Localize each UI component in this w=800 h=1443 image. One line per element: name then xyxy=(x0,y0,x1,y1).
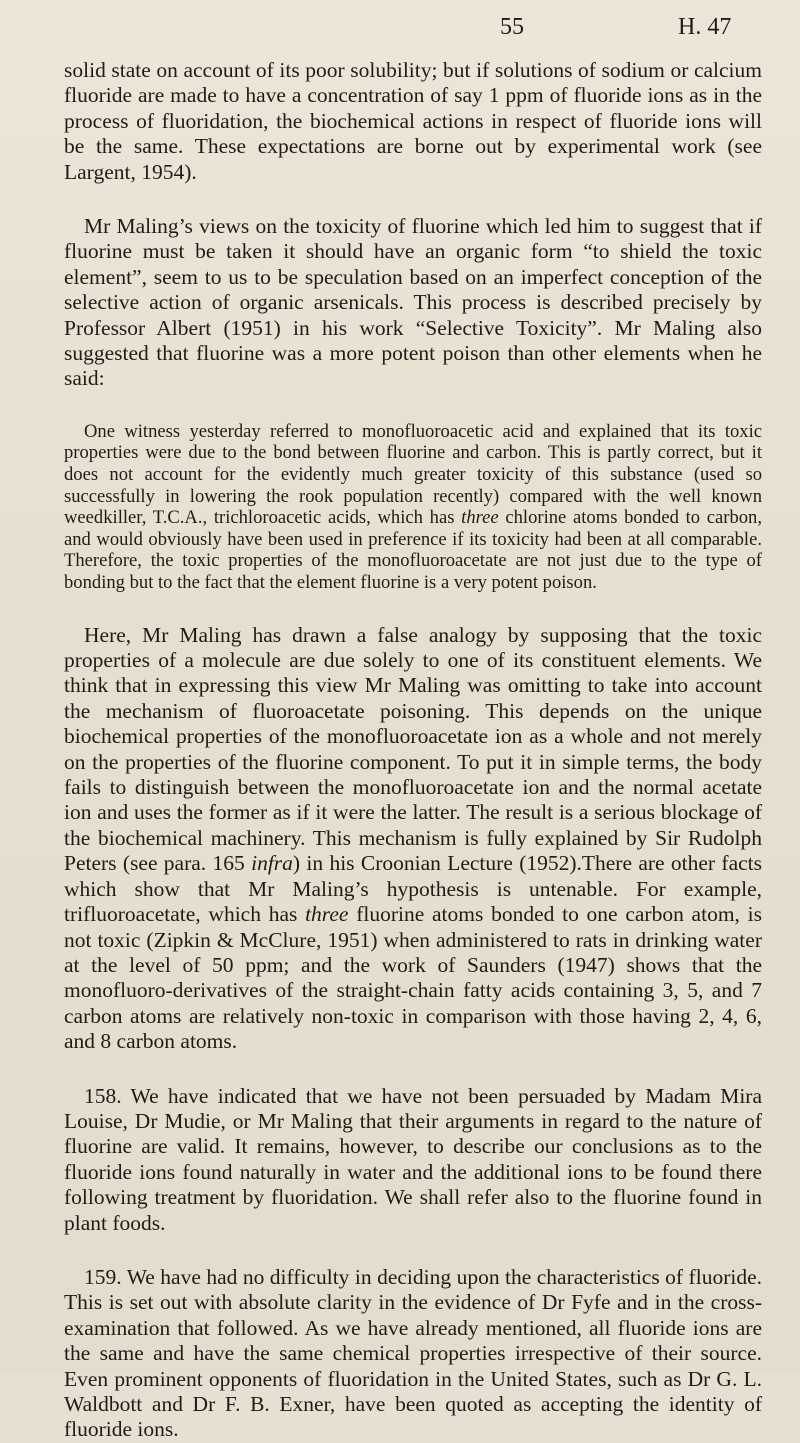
p4-emphasis-infra: infra xyxy=(251,851,293,876)
body-text xyxy=(64,58,762,1443)
p4-emphasis-three: three xyxy=(305,902,349,927)
block-quote xyxy=(64,421,762,594)
quote-text-b: chlorine atoms bonded to carbon, and would obviously have been used in preference if its toxicity had been at all comparable. Therefore, the toxic properties of the monofluoroacetate are not just due to the type of bonding but to the fact that the element fluorine is a very potent poison. xyxy=(64,507,762,594)
page-number: 55 xyxy=(500,14,524,40)
paragraph-solubility: solid state on account of its poor solubility; but if solutions of sodium or calcium fluoride are made to have a concentration of say 1 ppm of fluoride ions as in the process of fluoridation, the biochemical actions in respect of fluoride ions will be the same. These expectations are borne out by experimental work (see Largent, 1954). xyxy=(64,58,762,184)
paragraph-false-analogy xyxy=(64,623,762,1055)
quote-text-a: One witness yesterday referred to monofluoroacetic acid and explained that its toxic properties were due to the bond between fluorine and carbon. This is partly correct, but it does not account for the evidently much greater toxicity of this substance (used so successfully in lowering the rook population recently) compared with the well known weedkiller, T.C.A., trichloroacetic acids, which has xyxy=(64,420,762,529)
paragraph-158: 158. We have indicated that we have not been persuaded by Madam Mira Louise, Dr Mudie, or Mr Maling that their arguments in regard to the nature of fluorine are valid. It remains, however, to describe our conclusions as to the fluoride ions found naturally in water and the additional ions to be found there following treatment by fluoridation. We shall refer also to the fluorine found in plant foods. xyxy=(64,1083,762,1235)
p4-text-c: fluorine atoms bonded to one carbon atom, is not toxic (Zipkin & McClure, 1951) when administered to rats in drinking water at the level of 50 ppm; and the work of Saunders (1947) shows that the monofluoro-derivatives of the straight-chain fatty acids containing 3, 5, and 7 carbon atoms are relatively non-toxic in comparison with those having 2, 4, 6, and 8 carbon atoms. xyxy=(64,902,762,1054)
paragraph-maling-views: Mr Maling’s views on the toxicity of fluorine which led him to suggest that if fluorine must be taken it should have an organic form “to shield the toxic element”, seem to us to be speculation based on an imperfect conception of the selective action of organic arsenicals. This process is described precisely by Professor Albert (1951) in his work “Selective Toxicity”. Mr Maling also suggested that fluorine was a more potent poison than other elements when he said: xyxy=(64,214,762,391)
quote-emphasis: three xyxy=(461,507,499,529)
paragraph-159: 159. We have had no difficulty in deciding upon the characteristics of fluoride. This is set out with absolute clarity in the evidence of Dr Fyfe and in the cross-examination that followed. As we have already mentioned, all fluoride ions are the same and have the same chemical properties irrespective of their source. Even prominent opponents of fluoridation in the United States, such as Dr G. L. Waldbott and Dr F. B. Exner, have been quoted as accepting the identity of fluoride ions. xyxy=(64,1264,762,1442)
p4-text-b: ) in his Croonian Lecture (1952).There are other facts which show that Mr Maling’s hypothesis is untenable. For example, trifluoroacetate, which has xyxy=(64,851,762,927)
page-header xyxy=(0,14,800,44)
p4-text-a: Here, Mr Maling has drawn a false analogy by supposing that the toxic properties of a molecule are due solely to one of its constituent elements. We think that in expressing this view Mr Maling was omitting to take into account the mechanism of fluoroacetate poisoning. This depends on the unique biochemical properties of the monofluoroacetate ion as a whole and not merely on the properties of the fluorine component. To put it in simple terms, the body fails to distinguish between the monofluoroacetate ion and the normal acetate ion and uses the former as if it were the latter. The result is a serious blockage of the biochemical machinery. This mechanism is fully explained by Sir Rudolph Peters (see para. 165 xyxy=(64,622,762,876)
document-reference: H. 47 xyxy=(678,14,732,40)
